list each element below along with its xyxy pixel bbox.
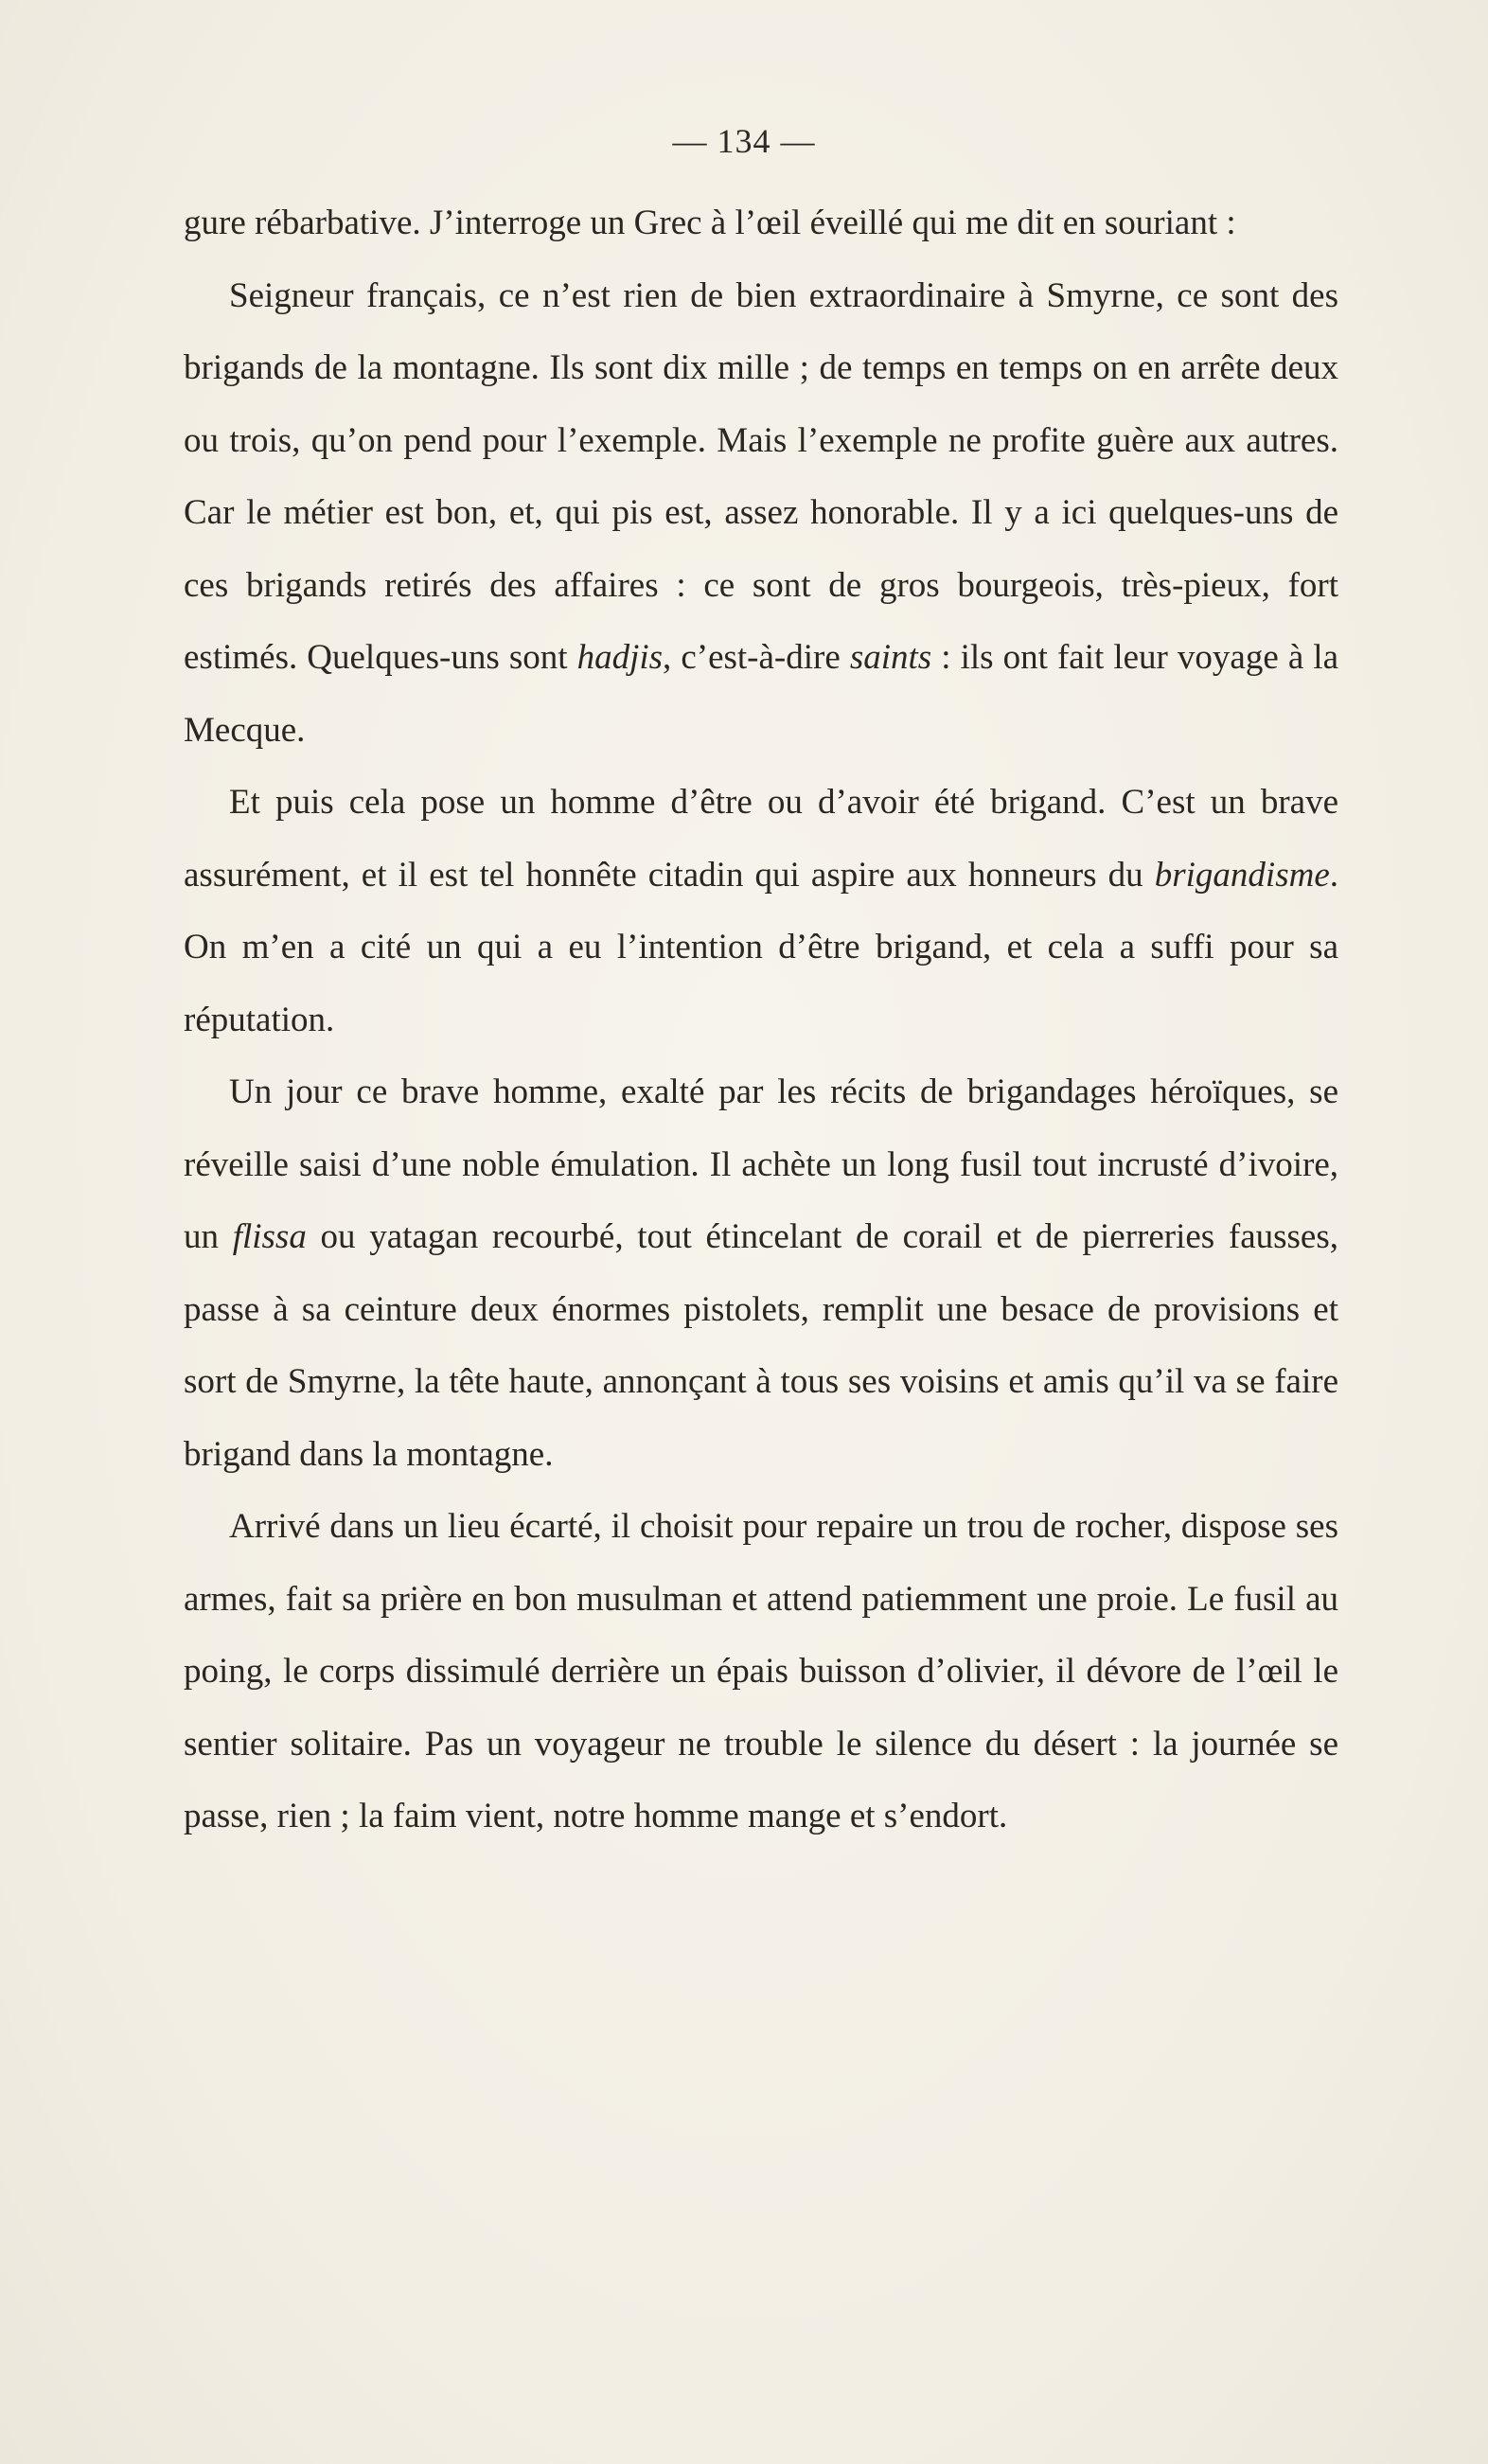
italic-text: saints bbox=[849, 638, 932, 677]
paragraph bbox=[184, 260, 1338, 768]
italic-text: hadjis bbox=[576, 638, 664, 677]
text-run: gure rébarbative. J’interroge un Grec à l’œil éveillé qui me dit en souriant : bbox=[184, 204, 1236, 242]
page-number: — 134 — bbox=[672, 122, 816, 160]
text-run: Arrivé dans un lieu écarté, il choisit pour repaire un trou de rocher, dispose ses armes, fait sa prière en bon musulman et attend patiemment une proie. Le fusil au poing, le corps dissimulé derrière un épais buisson d’olivier, il dévore de l’œil le sentier solitaire. Pas un voyageur ne trouble le silence du désert : la journée se passe, rien ; la faim vient, notre homme mange et s’endort. bbox=[184, 1507, 1338, 1835]
text-run: Seigneur français, ce n’est rien de bien extraordinaire à Smyrne, ce sont des brigands de la montagne. Ils sont dix mille ; de temps en temps on en arrête deux ou trois, qu’on pend pour l’exemple. Mais l’exemple ne profite guère aux autres. Car le métier est bon, et, qui pis est, assez honorable. Il y a ici quelques-uns de ces brigands retirés des affaires : ce sont de gros bourgeois, très-pieux, fort estimés. Quelques-uns sont bbox=[184, 275, 1338, 677]
text-run: Un jour ce brave homme, exalté par les récits de brigandages héroïques, se réveille saisi d’une noble émulation. Il achète un long fusil tout incrusté d’ivoire, un bbox=[184, 1072, 1338, 1256]
text-run: ou yatagan recourbé, tout étincelant de corail et de pierreries fausses, passe à sa ceinture deux énormes pistolets, remplit une besace de provisions et sort de Smyrne, la tête haute, annonçant à tous ses voisins et amis qu’il va se faire brigand dans la montagne. bbox=[184, 1217, 1338, 1474]
text-run: , c’est-à-dire bbox=[663, 638, 850, 677]
paragraph bbox=[184, 767, 1338, 1056]
text-run: Et puis cela pose un homme d’être ou d’avoir été brigand. C’est un brave assurément, et il est tel honnête citadin qui aspire aux honneurs du bbox=[184, 783, 1338, 895]
italic-text: flissa bbox=[232, 1217, 307, 1256]
italic-text: brigandisme bbox=[1154, 855, 1330, 895]
paragraph bbox=[184, 1056, 1338, 1491]
body-text bbox=[184, 187, 1338, 1853]
text-run: : ils ont fait leur voyage à la Mecque. bbox=[184, 638, 1338, 750]
text-run: . On m’en a cité un qui a eu l’intention d’être brigand, et cela a suffi pour sa réputation. bbox=[184, 855, 1338, 1039]
paragraph bbox=[184, 187, 1338, 260]
paragraph bbox=[184, 1491, 1338, 1853]
